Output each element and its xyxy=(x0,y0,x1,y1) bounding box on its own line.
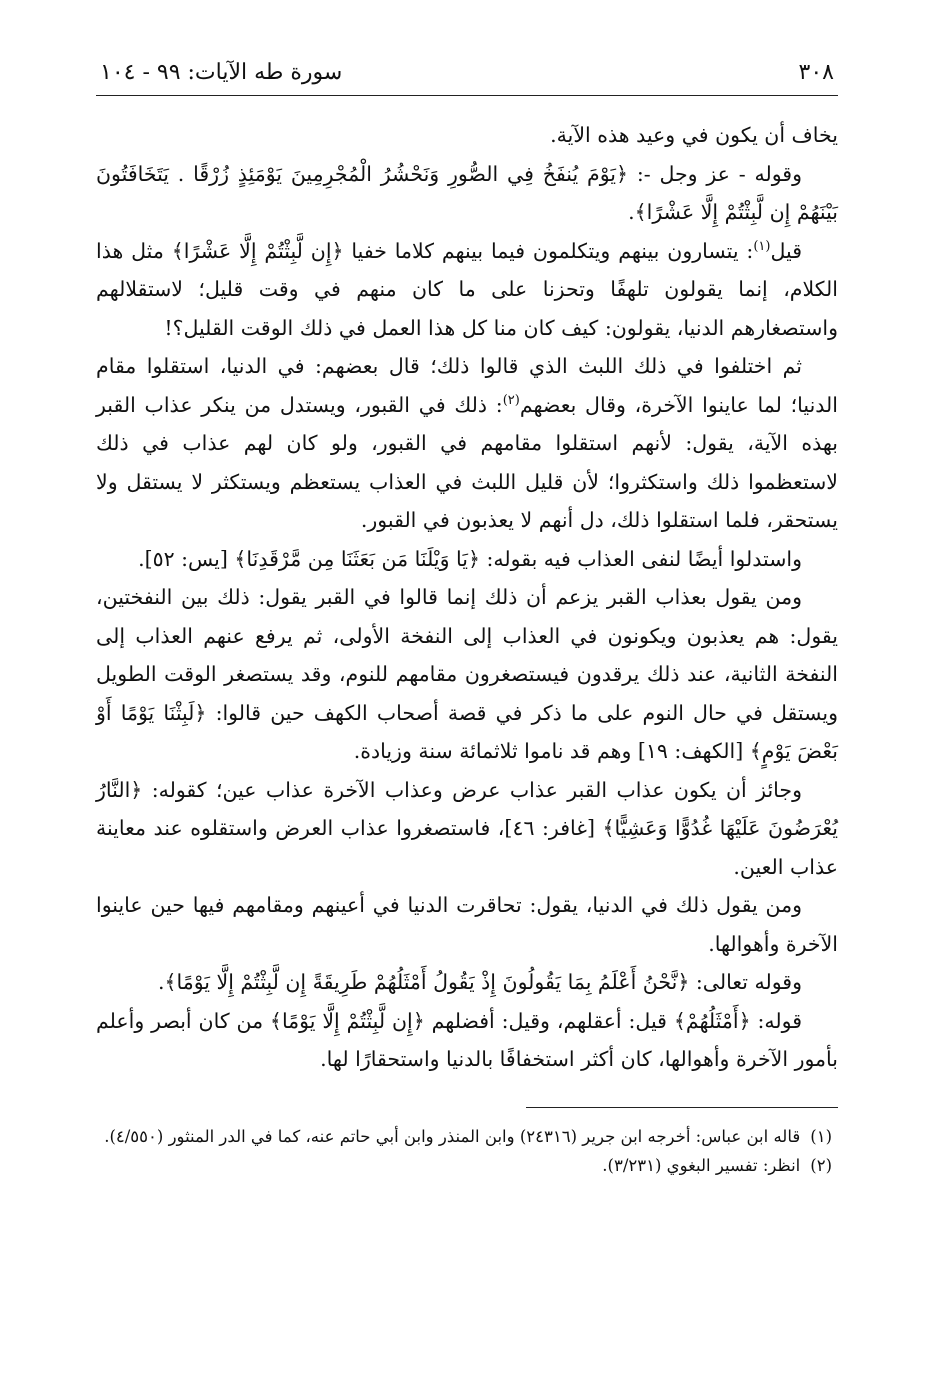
paragraph-text: قيل xyxy=(770,238,802,263)
running-header xyxy=(96,60,838,96)
footnote xyxy=(96,1151,838,1180)
main-text xyxy=(96,116,838,1079)
paragraph: واستدلوا أيضًا لنفى العذاب فيه بقوله: ﴿يَا وَيْلَنَا مَن بَعَثَنَا مِن مَّرْقَدِنَا﴾ [يس: ٥٢]. xyxy=(138,546,802,571)
paragraph: ومن يقول ذلك في الدنيا، يقول: تحاقرت الدنيا في أعينهم ومقامهم فيها حين عاينوا الآخرة وأهوالها. xyxy=(96,893,838,956)
paragraph: وقوله تعالى: ﴿نَّحْنُ أَعْلَمُ بِمَا يَقُولُونَ إِذْ يَقُولُ أَمْثَلُهُمْ طَرِيقَةً إِن لَّبِثْتُمْ إِلَّا يَوْمًا﴾. xyxy=(157,970,802,994)
page xyxy=(96,60,838,1180)
paragraph: قوله: ﴿أَمْثَلُهُمْ﴾ قيل: أعقلهم، وقيل: أفضلهم ﴿إِن لَّبِثْتُمْ إِلَّا يَوْمًا﴾ من كان أبصر وأعلم بأمور الآخرة وأهوالها، كان أكثر استخفافًا بالدنيا واستحقارًا لها. xyxy=(96,1008,838,1071)
paragraph: وقوله - عز وجل -: ﴿يَوْمَ يُنفَخُ فِي الصُّورِ وَنَحْشُرُ الْمُجْرِمِينَ يَوْمَئِذٍ زُرْقًا . يَتَخَافَتُونَ بَيْنَهُمْ إِن لَّبِثْتُمْ إِلَّا عَشْرًا﴾. xyxy=(96,161,838,224)
paragraph-text: : يتسارون بينهم ويتكلمون فيما بينهم كلاما خفيا ﴿إِن لَّبِثْتُمْ إِلَّا عَشْرًا﴾ مثل هذا الكلام، إنما يقولون تلهفًا وتحزنا على ما كان منهم في وقت قليل؛ لاستقلالهم واستصغارهم الدنيا، يقولون: كيف كان منا كل هذا العمل في ذلك الوقت القليل؟! xyxy=(96,238,838,340)
paragraph: وجائز أن يكون عذاب القبر عذاب عرض وعذاب الآخرة عذاب عين؛ كقوله: ﴿النَّارُ يُعْرَضُونَ عَلَيْهَا غُدُوًّا وَعَشِيًّا﴾ [غافر: ٤٦]، فاستصغروا عذاب العرض واستقلوه عند معاينة عذاب العين. xyxy=(96,777,838,879)
paragraph: يخاف أن يكون في وعيد هذه الآية. xyxy=(550,123,838,147)
paragraph xyxy=(96,232,838,348)
footnote-ref: (١) xyxy=(753,238,771,254)
paragraph: ومن يقول بعذاب القبر يزعم أن ذلك إنما قالوا في القبر يقول: ذلك بين النفختين، يقول: هم يعذبون ويكونون في العذاب إلى النفخة الأولى، ثم يرفع عنهم العذاب إلى النفخة الثانية، عند ذلك يرقدون فيستصغرون مقامهم للنوم، وقد يستصغر الوقت الطويل ويستقل في حال النوم على ما ذكر في قصة أصحاب الكهف حين قالوا: ﴿لَبِثْنَا يَوْمًا أَوْ بَعْضَ يَوْمٍ﴾ [الكهف: ١٩] وهم قد ناموا ثلاثمائة سنة وزيادة. xyxy=(96,585,838,763)
footnote xyxy=(96,1122,838,1151)
footnote-text: انظر: تفسير البغوي (٣/٢٣١). xyxy=(602,1155,801,1175)
footnote-text: قاله ابن عباس: أخرجه ابن جرير (٢٤٣١٦) وابن المنذر وابن أبي حاتم عنه، كما في الدر المنثور (٤/٥٥٠). xyxy=(104,1126,801,1146)
paragraph-text: : ذلك في القبور، ويستدل من ينكر عذاب القبر بهذه الآية، يقول: لأنهم استقلوا مقامهم في القبور، ولو كان لهم عذاب في ذلك لاستعظموا ذلك واستكثروا؛ لأن قليل اللبث في العذاب يستعظم ويستكثر لا يستقل ولا يستحقر، فلما استقلوا ذلك، دل أنهم لا يعذبون في القبور. xyxy=(96,392,838,532)
chapter-title: سورة طه الآيات: ٩٩ - ١٠٤ xyxy=(100,60,343,85)
footnotes xyxy=(96,1122,838,1180)
paragraph-text: ثم اختلفوا في ذلك اللبث الذي قالوا ذلك؛ قال بعضهم: في الدنيا، استقلوا مقام الدنيا؛ لما عاينوا الآخرة، وقال بعضهم xyxy=(96,354,838,417)
footnote-number: (٢) xyxy=(810,1155,832,1175)
footnote-ref: (٢) xyxy=(502,392,520,408)
footnote-separator xyxy=(526,1107,838,1108)
page-number: ٣٠٨ xyxy=(798,60,834,85)
footnote-number: (١) xyxy=(810,1126,832,1146)
paragraph xyxy=(96,347,838,540)
